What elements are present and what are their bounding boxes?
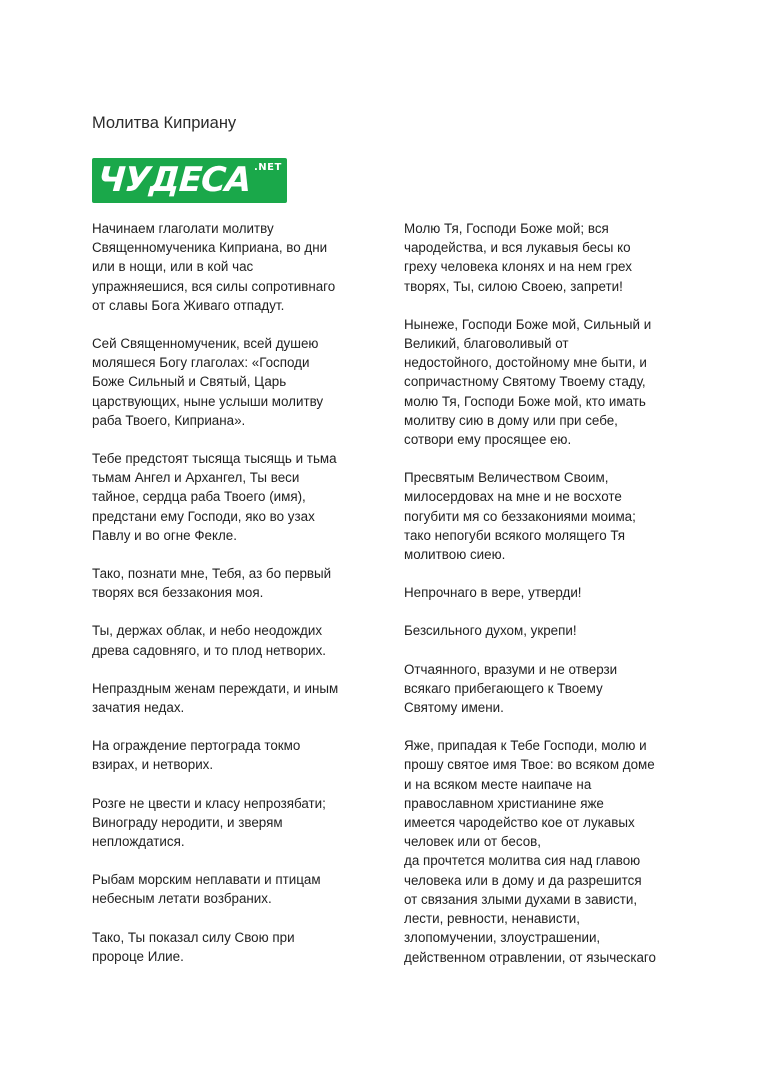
text-line: Священномученика Киприана, во дни xyxy=(92,240,328,256)
text-line: тако непогуби всякого молящего Тя xyxy=(404,527,626,543)
text-line: Святому имени. xyxy=(404,700,504,716)
text-line: небесным летати возбраних. xyxy=(92,891,272,907)
right-paragraph xyxy=(404,468,684,564)
text-line: тьмам Ангел и Архангел, Ты веси xyxy=(92,470,300,486)
left-paragraph xyxy=(92,219,370,315)
text-line: Молю Тя, Господи Боже мой; вся xyxy=(404,221,609,236)
left-paragraph xyxy=(92,679,370,717)
text-line: Пресвятым Величеством Своим, xyxy=(404,470,609,486)
left-paragraph xyxy=(92,621,370,659)
right-paragraph xyxy=(404,621,684,640)
text-line: всякаго прибегающего к Твоему xyxy=(404,680,603,696)
text-line: человека или в дому и да разрешится xyxy=(404,872,642,888)
text-line: моляшеся Богу глаголах: «Господи xyxy=(92,355,310,371)
text-line: зачатия недах. xyxy=(92,700,185,716)
left-paragraph xyxy=(92,928,370,966)
text-line: Ты, держах облак, и небо неодождих xyxy=(92,623,323,639)
text-line: лести, ревности, ненависти, xyxy=(404,911,580,927)
text-line: Нынеже, Господи Боже мой, Сильный и xyxy=(404,316,652,332)
text-line: действенном отравлении, от языческаго xyxy=(404,949,656,965)
text-line: Розге не цвести и класу непрозябати; xyxy=(92,795,326,811)
text-line: Рыбам морским неплавати и птицам xyxy=(92,872,321,888)
text-line: тайное, сердца раба Твоего (имя), xyxy=(92,489,306,505)
text-line: да прочтется молитва сия над главою xyxy=(404,853,641,869)
text-line: от славы Бога Живаго отпадут. xyxy=(92,297,285,313)
logo-suffix: .NET xyxy=(254,162,282,173)
text-line: православном христианине яже xyxy=(404,795,604,811)
text-line: Павлу и во огне Фекле. xyxy=(92,527,237,543)
text-line: Отчаянного, вразуми и не отверзи xyxy=(404,661,618,677)
text-line: Безсильного духом, укрепи! xyxy=(404,623,577,639)
left-paragraph xyxy=(92,870,370,908)
logo-text: ЧУДЕСА xyxy=(96,160,252,200)
text-line: имеется чародейство кое от лукавых xyxy=(404,815,635,831)
text-line: древа садовняго, и то плод нетворих. xyxy=(92,642,327,658)
right-paragraph xyxy=(404,219,684,296)
text-line: Непраздным женам переждати, и иным xyxy=(92,680,339,696)
document-title: Молитва Киприану xyxy=(92,114,237,132)
text-line: погубити мя со беззакониями моима; xyxy=(404,508,636,524)
text-line: Яже, припадая к Тебе Господи, молю и xyxy=(404,738,647,754)
text-line: недостойного, достойному мне быти, и xyxy=(404,355,647,371)
text-line: молю Тя, Господи Боже мой, кто имать xyxy=(404,393,646,409)
text-line: и на всяком месте наипаче на xyxy=(404,776,592,792)
text-line: милосердовах на мне и не восхоте xyxy=(404,489,622,505)
text-line: сотвори ему просящее ею. xyxy=(404,432,572,448)
text-line: царствующих, ныне услыши молитву xyxy=(92,393,324,409)
text-line: творях, Ты, силою Своею, запрети! xyxy=(404,278,623,294)
left-paragraph xyxy=(92,564,370,602)
right-paragraph xyxy=(404,583,684,602)
text-line: чародейства, и вся лукавыя бесы ко xyxy=(404,240,631,256)
text-line: прошу святое имя Твое: во всяком доме xyxy=(404,757,655,773)
text-line: молитву сию в дому или при себе, xyxy=(404,412,618,428)
left-paragraph xyxy=(92,736,370,774)
left-paragraph xyxy=(92,794,370,852)
text-line: Непрочнаго в вере, утверди! xyxy=(404,585,582,601)
text-line: злопомучении, злоустрашении, xyxy=(404,930,601,946)
right-paragraph xyxy=(404,315,684,449)
left-paragraph xyxy=(92,334,370,430)
text-line: Боже Сильный и Святый, Царь xyxy=(92,374,287,390)
text-line: раба Твоего, Киприана». xyxy=(92,412,246,428)
text-line: Начинаем глаголати молитву xyxy=(92,221,274,236)
text-line: человек или от бесов, xyxy=(404,834,541,850)
text-line: творях вся беззакония моя. xyxy=(92,585,264,601)
text-line: Тако, Ты показал силу Свою при xyxy=(92,929,295,945)
text-line: Сей Священномученик, всей душею xyxy=(92,336,319,352)
text-line: На ограждение пертограда токмо xyxy=(92,738,301,754)
text-line: греху человека клонях и на нем грех xyxy=(404,259,632,275)
right-paragraph xyxy=(404,736,684,966)
text-line: молитвою сиею. xyxy=(404,547,506,563)
text-line: Тебе предстоят тысяща тысящь и тьма xyxy=(92,451,337,467)
text-line: пророце Илие. xyxy=(92,948,184,964)
text-line: неплождатися. xyxy=(92,834,185,850)
text-line: от связания злыми духами в зависти, xyxy=(404,891,638,907)
text-line: Тако, познати мне, Тебя, аз бо первый xyxy=(92,566,332,582)
text-line: Великий, благоволивый от xyxy=(404,336,569,352)
text-line: сопричастному Святому Твоему стаду, xyxy=(404,374,646,390)
left-column xyxy=(92,219,370,966)
text-line: Винограду неродити, и зверям xyxy=(92,814,283,830)
text-line: упражняешися, вся силы сопротивнаго xyxy=(92,278,336,294)
right-paragraph xyxy=(404,660,684,718)
text-line: взирах, и нетворих. xyxy=(92,757,214,773)
right-column xyxy=(404,219,684,967)
text-line: или в нощи, или в кой час xyxy=(92,259,254,275)
chudesa-logo xyxy=(92,158,287,203)
text-line: предстани ему Господи, яко во узах xyxy=(92,508,315,524)
left-paragraph xyxy=(92,449,370,545)
